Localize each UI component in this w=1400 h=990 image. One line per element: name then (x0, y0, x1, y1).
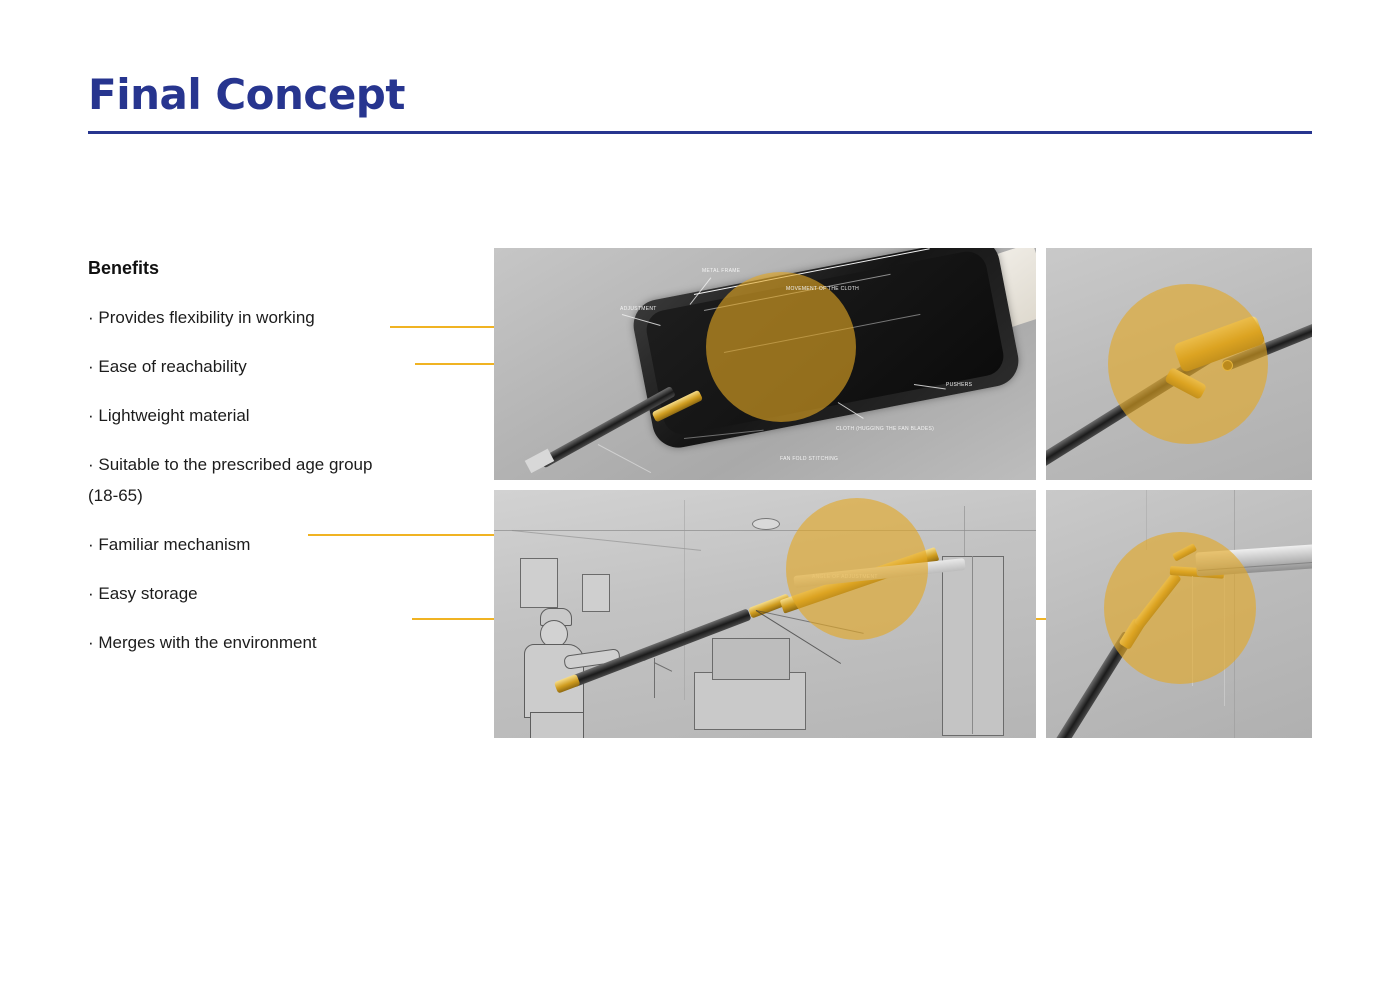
annotation-metal-frame: METAL FRAME (702, 268, 741, 274)
benefit-item: · Suitable to the prescribed age group (88, 454, 373, 474)
benefit-item: (18-65) (88, 485, 143, 505)
annotation-cloth-hugging: CLOTH (HUGGING THE FAN BLADES) (836, 426, 935, 432)
annotation-movement-of-cloth: MOVEMENT OF THE CLOTH (786, 286, 860, 292)
ceiling-mount (752, 518, 780, 530)
annotation-fan-fold-stitching: FAN FOLD STITCHING (780, 456, 839, 462)
television (712, 638, 790, 680)
highlight-circle (1104, 532, 1256, 684)
plant (644, 656, 670, 696)
highlight-circle (706, 272, 856, 422)
title-underline (88, 131, 1312, 134)
benefit-item: · Merges with the environment (88, 632, 317, 652)
annotation-adjustment: ADJUSTMENT (620, 306, 657, 312)
page-title: Final Concept (88, 70, 405, 119)
panel-exploded-fan-cleaner (494, 248, 1036, 480)
annotation-pushers: PUSHERS (946, 382, 973, 388)
highlight-circle (786, 498, 928, 640)
wall-frame (582, 574, 610, 612)
benefits-heading: Benefits (88, 258, 160, 278)
benefit-item: · Ease of reachability (88, 356, 247, 376)
wall-frame (520, 558, 558, 608)
cabinet (694, 672, 806, 730)
benefit-item: · Provides flexibility in working (88, 308, 315, 327)
benefit-item: · Lightweight material (88, 405, 250, 425)
benefit-item: · Easy storage (88, 583, 198, 603)
panel-gold-joint-detail (1046, 248, 1312, 480)
panel-room-usage-scenario (494, 490, 1036, 738)
door (942, 556, 1004, 736)
benefit-item: · Familiar mechanism (88, 534, 251, 554)
highlight-circle (1108, 284, 1268, 444)
panel-head-attachment-detail (1046, 490, 1312, 738)
